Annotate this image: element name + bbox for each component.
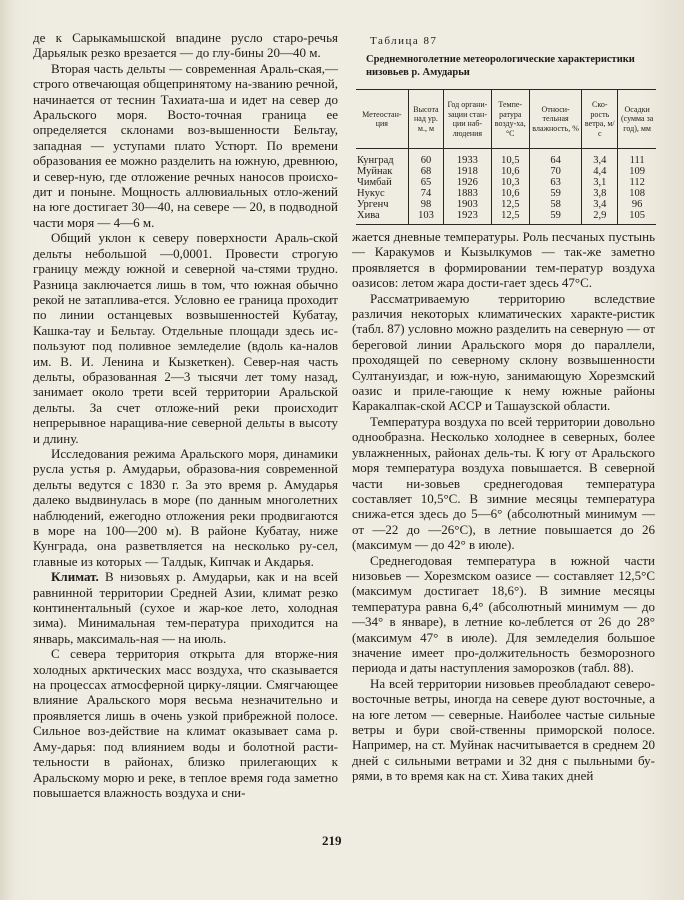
paragraph-text: В низовьях р. Амударьи, как и на всей равнинной территории Средней Азии, климат резко континентальный (сухое и жар-кое лето, холодная зима). Минимальная тем-пература приходится на январь, максималь-ная — на июль. [33,569,338,646]
cell-station: Ургенч [357,199,389,210]
cell: 10,6 [491,188,529,199]
cell: 105 [618,210,656,225]
paragraph: Общий уклон к северу поверхности Араль-ской дельты небольшой —0,0001. Провести строгую границу между южной и северной ча-стями трудно. Разница заключается лишь в том, что южная обычно рекой не затаплива-ется. Условно ее граница проходит по линии останцевых возвышенностей Кубатау, Кашка-тау и Бельтау. Отдельные площади здесь ис-пользуют под поливное земледелие (вдоль ка-налов им. В. И. Ленина и Кызкеткен). Север-ная часть дельты, образованная 2—3 тысячи лет тому назад, занимает около трети всей территории Аральской дельты. За счет отложе-ний реки происходит непрерывное наращива-ние северной дельты в высоту и длину. [33,230,338,446]
cell: 63 [529,177,581,188]
table-header-row [356,90,656,149]
cell: 10,3 [491,177,529,188]
cell-station: Нукус [357,188,385,199]
table-row [356,199,656,210]
header-cell: Осадки (сумма за год), мм [618,90,656,149]
paragraph: Температура воздуха по всей территории довольно однообразна. Несколько холоднее в северных, более увлажненных, районах дель-ты. К югу от Аральского моря температура воздуха повышается. В северной части ни-зовьев среднегодовая температура составляет 10,5°С. В зимние месяцы температура снижа-ется здесь до 5—6° (абсолютный минимум — от —22 до —26°С), в летние повышается до 26 (максимум — до 42° в июле). [352,413,655,553]
cell: 1926 [444,177,491,188]
cell: 96 [618,199,656,210]
cell-station: Кунград [357,155,394,166]
section-heading-climate: Климат. [51,569,99,585]
cell: 3,1 [582,177,618,188]
paragraph: де к Сарыкамышской впадине русло старо-речья Дарьялык резко врезается — до глу-бины 20—40 м. [33,30,338,61]
cell: 1933 [444,149,491,167]
table-row [356,149,656,167]
cell: 112 [618,177,656,188]
cell: 10,6 [491,166,529,177]
cell: 60 [408,149,444,167]
meteo-table [356,89,656,225]
cell: 111 [618,149,656,167]
header-cell: Относи-тельная влажность, % [529,90,581,149]
cell: 103 [408,210,444,225]
paragraph: Среднегодовая температура в южной части низовьев — Хорезмском оазисе — составляет 12,5°С (максимум достигает 18,6°). В зимние месяцы температура равна 6,4° (абсолютный минимум — до —34° в январе), в летние ко-леблется от 26 до 28° (максимум 47° в июле). Для земледелия большое значение имеет про-должительность безморозного периода и даты наступления заморозков (табл. 88). [352,552,655,676]
right-column [352,30,655,784]
paragraph: Вторая часть дельты — современная Араль-ская,—строго отвечающая общепринятому на-званию речной, начинается от теснин Тахиата-ша и идет на север до Аральского моря. Восто-точная граница ее определяется склонами воз-вышенности Бельтау, западная — уступами плато Устюрт. По времени образования ее можно разделить на южную, древнюю, и север-ную, где отложение речных наносов происхо-дит и поныне. Мощность аллювиальных отло-жений на юге достигает 30—40, на севере — 20, в подводной части моря — 4—6 м. [33,60,338,230]
cell: 64 [529,149,581,167]
cell: 109 [618,166,656,177]
cell-station: Чимбай [357,177,392,188]
paragraph: Рассматриваемую территорию вследствие различия некоторых климатических характе-ристик (табл. 87) условно можно разделить на северную — от береговой линии Аральского моря до параллели, проходящей по северному склону возвышенности Султануиздаг, и юж-ную, занимающую Хорезмский оазис и приле-гающие к нему южные районы Каракалпак-ской АССР и Ташаузской области. [352,290,655,414]
header-cell: Метеостан-ция [356,90,408,149]
cell: 10,5 [491,149,529,167]
cell: 59 [529,188,581,199]
cell: 98 [408,199,444,210]
paragraph: На всей территории низовьев преобладают северо-восточные ветры, иногда на севере дуют восточные, а на юге летом — северные. Наиболее частые сильные ветры и бури свой-ственны приморской полосе. Например, на ст. Муйнак насчитывается в среднем 20 дней с сильными ветрами и 32 дня с пыльными бу-рями, в то время как на ст. Хива таких дней [352,675,655,784]
cell: 1883 [444,188,491,199]
cell: 1923 [444,210,491,225]
table-row [356,188,656,199]
cell: 70 [529,166,581,177]
cell: 3,4 [582,199,618,210]
cell: 1903 [444,199,491,210]
table-title: Среднемноголетние метеорологические характеристики низовьев р. Амударьи [366,54,635,78]
header-cell: Темпе-ратура возду-ха, °С [491,90,529,149]
cell: 108 [618,188,656,199]
cell: 12,5 [491,210,529,225]
header-cell: Высота над ур. м., м [408,90,444,149]
table-row [356,166,656,177]
table-row [356,177,656,188]
cell: 12,5 [491,199,529,210]
paragraph: жается дневные температуры. Роль песчаных пустынь — Каракумов и Кызылкумов — так-же заметно проявляется в формировании тем-ператур воздуха оазисов: летом жара дости-гает здесь 47°С. [352,229,655,291]
cell: 4,4 [582,166,618,177]
header-cell: Год органи-зации стан-ции наб-людения [444,90,491,149]
cell: 65 [408,177,444,188]
cell: 58 [529,199,581,210]
header-cell: Ско-рость ветра, м/с [582,90,618,149]
left-column [33,30,338,800]
cell: 59 [529,210,581,225]
cell: 3,8 [582,188,618,199]
paragraph-climate [33,569,338,646]
cell-station: Муйнак [357,166,393,177]
cell-station: Хива [356,210,408,225]
table-row [356,210,656,225]
page-number: 219 [322,833,342,848]
paragraph: Исследования режима Аральского моря, динамики русла устья р. Амударьи, образова-ния современной дельты ведутся с 1830 г. За это время р. Амударья далеко выдвинулась в море (по данным многолетних наблюдений, ежегодно отложения реки продвигаются в море на 100—200 м). В районе Кубатау, ниже Кунграда, она разветвляется на несколько ру-сел, главные из которых — Талдык, Кипчак и Акдарья. [33,445,338,569]
cell: 3,4 [582,149,618,167]
cell: 68 [408,166,444,177]
paragraph: С севера территория открыта для вторже-ния холодных арктических масс воздуха, что сказывается на процессах атмосферной цирку-ляции. Смягчающее влияние Аральского моря весьма незначительно и проявляется лишь в очень узкой прибрежной полосе. Сильное воз-действие на климат оказывает сама р. Аму-дарья: под влиянием воды и болотной расти-тельности в районах, близко прилегающих к Аральскому морю и реке, в теплое время года заметно повышается влажность воздуха и сни- [33,646,338,800]
table-label: Таблица 87 [370,35,438,47]
cell: 2,9 [582,210,618,225]
cell: 1918 [444,166,491,177]
cell: 74 [408,188,444,199]
